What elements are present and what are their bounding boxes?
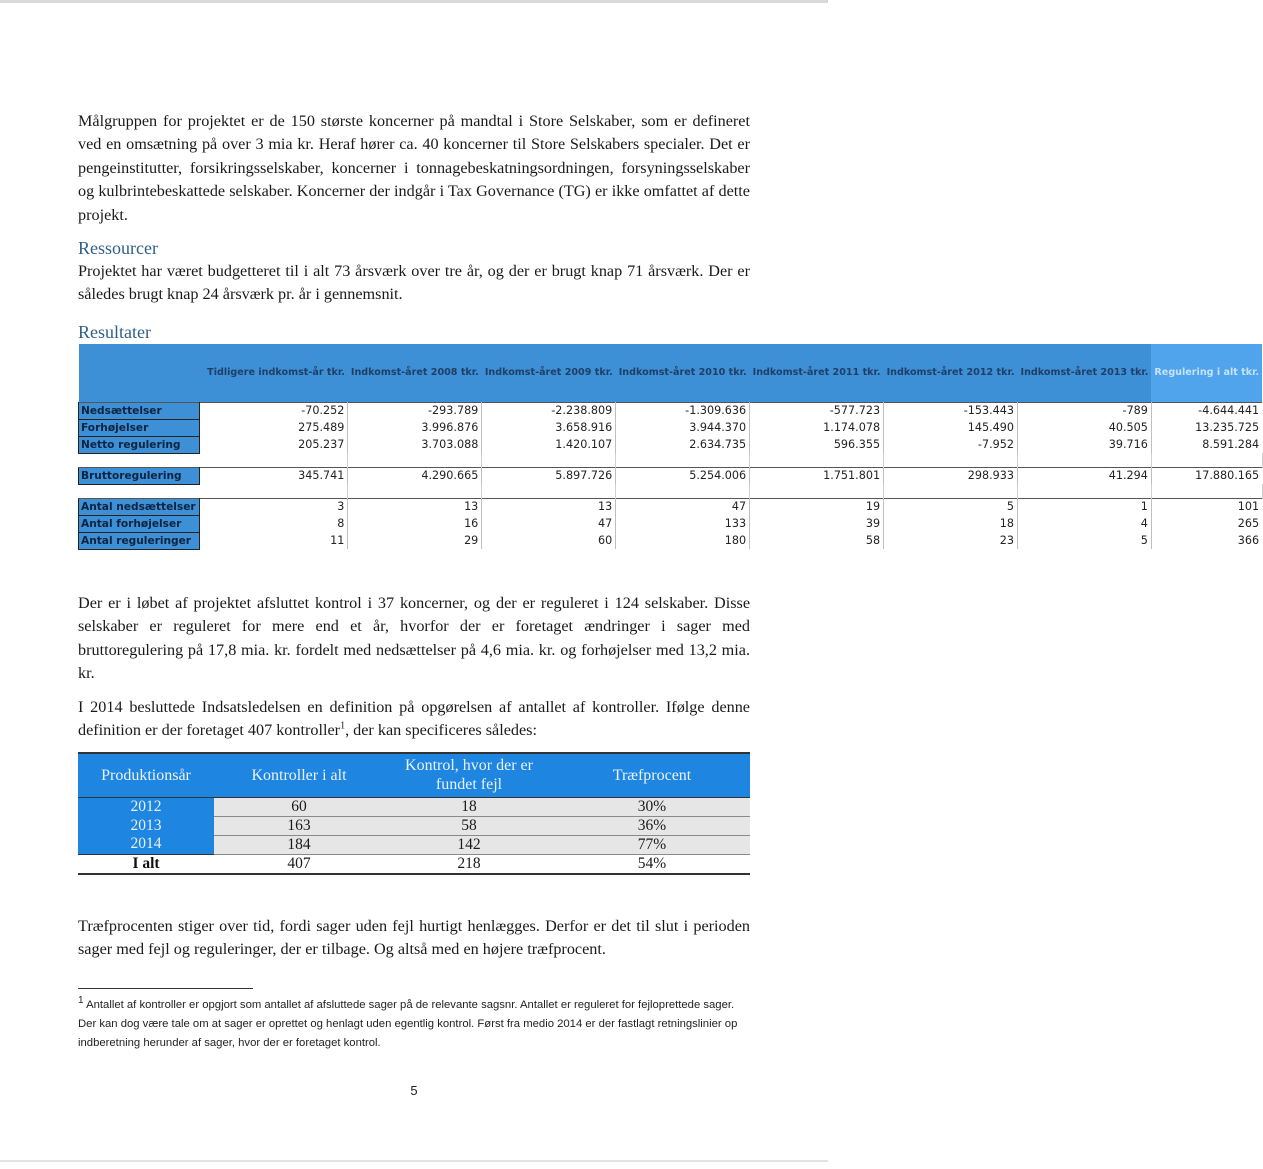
cell: 180 [616, 532, 750, 549]
cell: 60 [482, 532, 616, 549]
traef-row [78, 816, 750, 835]
cell: 145.490 [884, 419, 1018, 436]
spacer-cell [79, 453, 200, 467]
ressourcer-paragraph: Projektet har været budgetteret til i alt 73 årsværk over tre år, og der er brugt knap 71 årsværk. Der er således brugt knap 24 årsværk pr. år i gennemsnit. [78, 262, 750, 304]
top-rule [0, 0, 828, 3]
spacer-cell [199, 484, 348, 498]
cell: 5 [884, 498, 1018, 515]
spacer-cell [348, 484, 482, 498]
cell: 8 [199, 515, 348, 532]
bottom-rule [0, 1160, 828, 1162]
row-label: Bruttoregulering [79, 467, 200, 484]
cell: 3.703.088 [348, 436, 482, 453]
traef-year: 2013 [78, 816, 214, 835]
spacer-cell [199, 453, 348, 467]
cell: 4.290.665 [348, 467, 482, 484]
para-traefprocent: Træfprocenten stiger over tid, fordi sager uden fejl hurtigt henlægges. Derfor er det til slut i perioden sager med fejl og reguleringer, der er tilbage. Og altså med en højere træfprocent. [78, 917, 750, 959]
row-label: Netto regulering [79, 436, 200, 453]
results-col-header: Tidligere indkomst-år tkr. [199, 344, 348, 402]
results-row-antal-for [79, 515, 1263, 532]
cell: 3.996.876 [348, 419, 482, 436]
results-col-header: Indkomst-året 2012 tkr. [884, 344, 1018, 402]
traef-sum-errors: 218 [384, 854, 554, 874]
traef-row [78, 835, 750, 854]
traef-year: 2012 [78, 797, 214, 816]
traef-sum-pct: 54% [554, 854, 750, 874]
ressourcer-heading: Ressourcer [78, 238, 158, 258]
cell: 13 [482, 498, 616, 515]
cell: 265 [1237, 516, 1260, 530]
traef-sum-label: I alt [78, 854, 214, 874]
footnote-mark: 1 [78, 995, 84, 1007]
results-row-nedsaettelser [79, 402, 1263, 419]
cell: 1.174.078 [750, 419, 884, 436]
results-spacer [79, 453, 1263, 467]
cell: 275.489 [199, 419, 348, 436]
cell: -293.789 [348, 402, 482, 419]
para-definition [78, 696, 750, 743]
results-col-header: Regulering i alt tkr. [1151, 344, 1262, 402]
cell: -7.952 [884, 436, 1018, 453]
resultater-heading: Resultater [78, 322, 151, 342]
cell: 205.237 [199, 436, 348, 453]
row-label: Antal reguleringer [79, 532, 200, 549]
spacer-cell [1018, 484, 1152, 498]
traefprocent-table [78, 752, 750, 875]
intro-paragraph: Målgruppen for projektet er de 150 største koncerner på mandtal i Store Selskaber, som er defineret ved en omsætning på over 3 mia kr. Heraf hører ca. 40 koncerner til Store Selskabers specialer. Det er pengeinstitutter, forsikringsselskaber, koncerner i tonnagebeskatningsordningen, forsyningsselskaber og kulbrintebeskattede selskaber. Koncerner der indgår i Tax Governance (TG) er ikke omfattet af dette projekt. [78, 112, 750, 224]
spacer-cell [482, 484, 616, 498]
cell: 19 [750, 498, 884, 515]
traef-header: Træfprocent [554, 753, 750, 797]
cell: 3.944.370 [616, 419, 750, 436]
traef-header: Produktionsår [78, 753, 214, 797]
cell: 5.897.726 [482, 467, 616, 484]
para-definition-text-after: , der kan specificeres således: [345, 721, 537, 740]
traef-errors: 58 [384, 816, 554, 835]
spacer-cell [884, 453, 1018, 467]
spacer-cell [1018, 453, 1152, 467]
cell: 345.741 [199, 467, 348, 484]
cell: 47 [616, 498, 750, 515]
spacer-cell [884, 484, 1018, 498]
row-label: Antal forhøjelser [79, 515, 200, 532]
cell: -2.238.809 [482, 402, 616, 419]
traef-pct: 36% [554, 816, 750, 835]
results-col-header: Indkomst-året 2011 tkr. [750, 344, 884, 402]
cell: 13.235.725 [1195, 420, 1260, 434]
results-row-netto [79, 436, 1263, 453]
cell: 16 [348, 515, 482, 532]
cell: 1.751.801 [750, 467, 884, 484]
results-col-header: Indkomst-året 2009 tkr. [482, 344, 616, 402]
cell: 4 [1018, 515, 1152, 532]
cell: 13 [348, 498, 482, 515]
cell: 366 [1237, 533, 1260, 547]
para-definition-text: I 2014 besluttede Indsatsledelsen en definition på opgørelsen af antallet af kontroller. Ifølge denne definition er der foretaget 407 kontroller [78, 698, 750, 740]
spacer-cell [79, 484, 200, 498]
results-col-header: Indkomst-året 2008 tkr. [348, 344, 482, 402]
traef-total: 184 [214, 835, 384, 854]
results-row-forhoejelser [79, 419, 1263, 436]
footnote-divider [78, 988, 253, 989]
traef-header-row [78, 753, 750, 797]
traef-pct: 30% [554, 797, 750, 816]
results-row-antal-reg [79, 532, 1263, 549]
cell: 3.658.916 [482, 419, 616, 436]
traef-row [78, 797, 750, 816]
cell: 18 [884, 515, 1018, 532]
spacer-cell [750, 453, 884, 467]
cell: 133 [616, 515, 750, 532]
cell: 23 [884, 532, 1018, 549]
traef-header: Kontrol, hvor der er fundet fejl [384, 753, 554, 797]
cell: -4.644.441 [1151, 402, 1262, 419]
cell: 39.716 [1018, 436, 1152, 453]
cell: 5.254.006 [616, 467, 750, 484]
spacer-cell [348, 453, 482, 467]
cell: 596.355 [750, 436, 884, 453]
traef-total: 163 [214, 816, 384, 835]
footnote [78, 996, 738, 1053]
cell: 298.933 [884, 467, 1018, 484]
cell: 1.420.107 [482, 436, 616, 453]
traef-year: 2014 [78, 835, 214, 854]
cell: 101 [1151, 498, 1262, 515]
traef-errors: 142 [384, 835, 554, 854]
footnote-text: Antallet af kontroller er opgjort som antallet af afsluttede sager på de relevante sagsnr. Antallet er reguleret for fejloprettede sager. Der kan dog være tale om at sager er oprettet og henlagt uden egentlig kontrol. Først fra medio 2014 er der fastlagt retningslinier op indberetning herunder af sager, hvor der er foretaget kontrol. [78, 999, 738, 1049]
traef-pct: 77% [554, 835, 750, 854]
cell: -153.443 [884, 402, 1018, 419]
row-label: Nedsættelser [79, 402, 200, 419]
row-label: Forhøjelser [79, 419, 200, 436]
cell: 17.880.165 [1151, 467, 1262, 484]
cell: 47 [482, 515, 616, 532]
traef-errors: 18 [384, 797, 554, 816]
cell: 1 [1018, 498, 1152, 515]
row-label: Antal nedsættelser [79, 498, 200, 515]
cell: 29 [348, 532, 482, 549]
footnote-ref[interactable]: 1 [340, 721, 346, 733]
cell: 40.505 [1018, 419, 1152, 436]
spacer-cell [616, 453, 750, 467]
cell: -70.252 [199, 402, 348, 419]
spacer-cell [1151, 453, 1262, 467]
results-row-brutto [79, 467, 1263, 484]
results-header-corner [79, 344, 200, 402]
cell: 3 [199, 498, 348, 515]
cell: 8.591.284 [1202, 437, 1260, 451]
results-spacer [79, 484, 1263, 498]
results-table [78, 344, 1263, 550]
cell: 58 [750, 532, 884, 549]
para-kontrol: Der er i løbet af projektet afsluttet kontrol i 37 koncerner, og der er reguleret i 124 selskaber. Disse selskaber er reguleret for mere end et år, hvorfor der er foretaget ændringer i sager med bruttoregulering på 17,8 mia. kr. fordelt med nedsættelser på 4,6 mia. kr. og forhøjelser med 13,2 mia. kr. [78, 594, 750, 683]
traef-sum-total: 407 [214, 854, 384, 874]
spacer-cell [750, 484, 884, 498]
cell: 11 [199, 532, 348, 549]
traef-total-row [78, 854, 750, 874]
page-number: 5 [410, 1083, 418, 1098]
traef-header: Kontroller i alt [214, 753, 384, 797]
cell: 39 [750, 515, 884, 532]
spacer-cell [1151, 484, 1262, 498]
spacer-cell [616, 484, 750, 498]
cell: -577.723 [750, 402, 884, 419]
traef-total: 60 [214, 797, 384, 816]
results-row-antal-ned [79, 498, 1263, 515]
results-col-header: Indkomst-året 2013 tkr. [1018, 344, 1152, 402]
cell: 41.294 [1018, 467, 1152, 484]
cell: -1.309.636 [616, 402, 750, 419]
cell: 5 [1018, 532, 1152, 549]
spacer-cell [482, 453, 616, 467]
cell: -789 [1018, 402, 1152, 419]
cell: 2.634.735 [616, 436, 750, 453]
results-header-row [79, 344, 1263, 402]
results-col-header: Indkomst-året 2010 tkr. [616, 344, 750, 402]
